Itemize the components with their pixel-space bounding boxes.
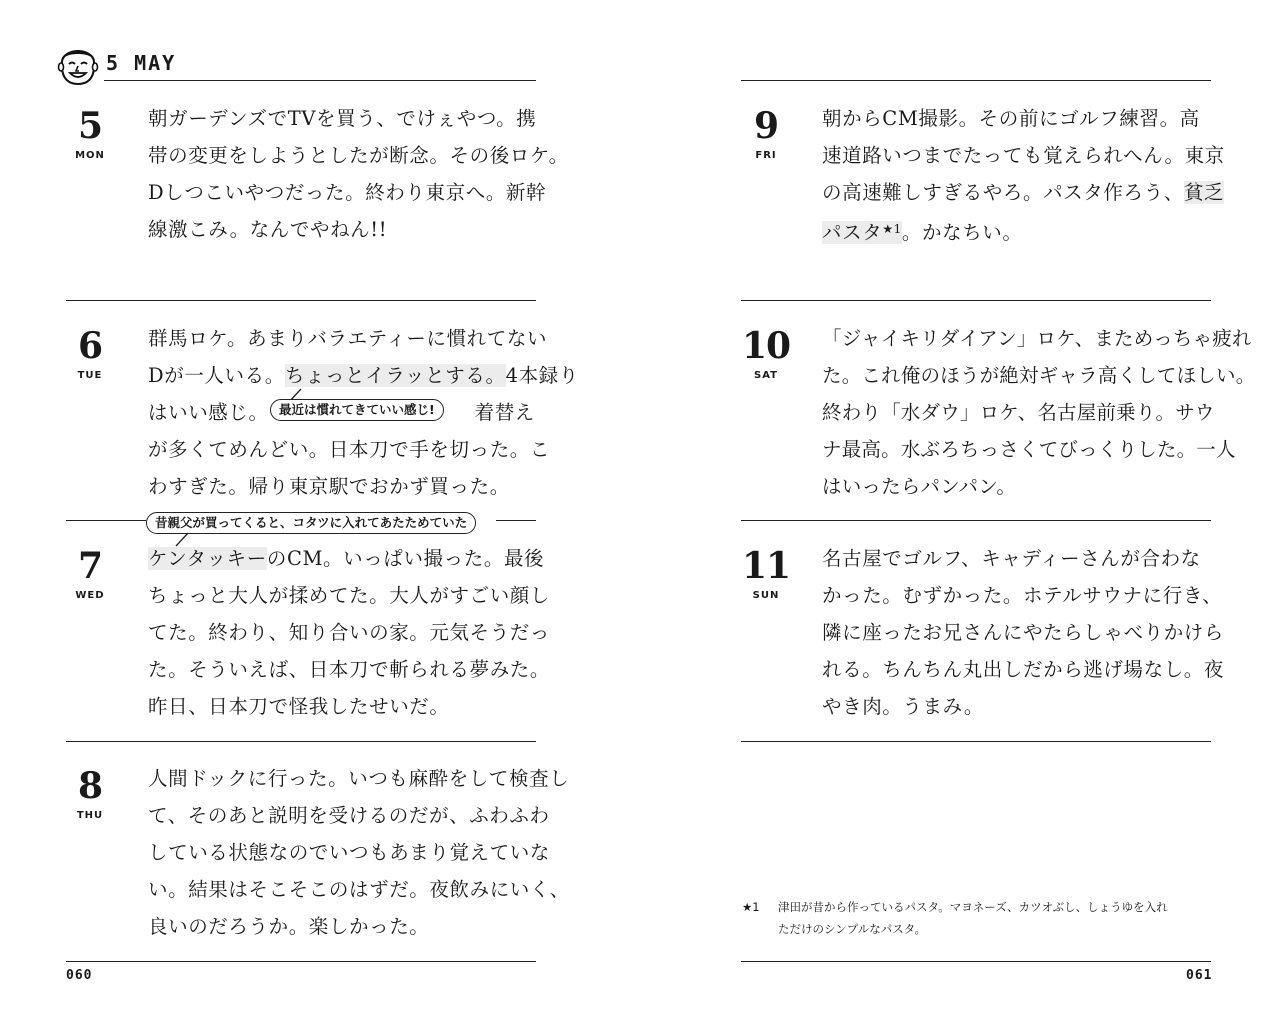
entry-line: ちょっと大人が揉めてた。大人がすごい顔し [148,584,551,607]
footnote-line: 津田が昔から作っているパスタ。マヨネーズ、カツオぶし、しょうゆを入れ [778,900,1168,914]
diary-entry-9 [822,100,1225,248]
day-number: 7 [77,545,103,587]
footnote-reference: ★1 [882,222,902,236]
divider [741,300,1211,301]
entry-line: の高速難しすぎるやろ。パスタ作ろう、貧乏 [822,181,1225,204]
divider [741,80,1211,81]
entry-line: 人間ドックに行った。いつも麻酔をして検査し [148,767,570,790]
entry-line: 「ジャイキリダイアン」ロケ、まためっちゃ疲れ [822,327,1252,350]
weekday-label: FRI [755,150,777,161]
day-number: 11 [741,545,791,587]
highlighted-text: ちょっとイラッとする。 [284,364,506,387]
footnote-line: ただけのシンプルなパスタ。 [778,922,927,936]
highlighted-text: パスタ$^{★1}$ [822,221,902,244]
weekday-label: MON [75,150,105,161]
entry-line: 朝ガーデンズでTVを買う、でけぇやつ。携 [148,107,537,130]
highlighted-text: 貧乏 [1183,181,1225,204]
entry-line: ナ最高。水ぶろちっさくてびっくりした。一人 [822,438,1236,461]
weekday-label: THU [76,810,104,821]
diary-entry-10 [822,320,1255,505]
entry-line: 名古屋でゴルフ、キャディーさんが合わな [822,547,1201,570]
entry-line: ケンタッキーのCM。いっぱい撮った。最後 [148,547,545,570]
entry-line: て、そのあと説明を受けるのだが、ふわふわ [148,804,550,827]
entry-line: が多くてめんどい。日本刀で手を切った。こ [148,438,551,461]
page-number-right: 061 [1186,968,1213,983]
comment-balloon: 昔親父が買ってくると、コタツに入れてあたためていた [146,512,476,534]
footnote [742,896,1168,940]
entry-line: い。結果はそこそこのはずだ。夜飲みにいく、 [148,878,570,901]
highlighted-text: ケンタッキー [148,547,267,570]
entry-line: 隣に座ったお兄さんにやたらしゃべりかけら [822,621,1225,644]
entry-line: 線激こみ。なんでやねん!! [148,218,388,241]
entry-line: わすぎた。帰り東京駅でおかず買った。 [148,475,510,498]
weekday-label: SUN [752,590,780,601]
divider [741,961,1211,962]
entry-line: はいい感じ。 着替え [148,401,535,424]
entry-line: はいったらパンパン。 [822,475,1017,498]
entry-line: た。そういえば、日本刀で斬られる夢みた。 [148,658,551,681]
entry-line: 朝からCM撮影。その前にゴルフ練習。高 [822,107,1200,130]
comment-balloon: 最近は慣れてきていい感じ! [270,399,444,421]
entry-line: 速道路いつまでたっても覚えられへん。東京 [822,144,1225,167]
diary-entry-8 [148,760,570,945]
diary-entry-11 [822,540,1224,725]
divider [66,300,536,301]
entry-line: 群馬ロケ。あまりバラエティーに慣れてない [148,327,548,350]
entry-line: 終わり「水ダウ」ロケ、名古屋前乗り。サウ [822,401,1215,424]
footnote-mark: ★1 [742,900,760,914]
divider [741,741,1211,742]
entry-line: Dしつこいやつだった。終わり東京へ。新幹 [148,181,547,204]
page-number-left: 060 [66,968,93,983]
day-number: 10 [741,325,791,367]
divider [104,80,536,81]
divider [496,520,536,521]
weekday-label: WED [75,590,105,601]
weekday-label: TUE [77,370,103,381]
entry-line: やき肉。うまみ。 [822,695,984,718]
entry-line: している状態なのでいつもあまり覚えていな [148,841,551,864]
smiling-face-icon [56,42,100,86]
day-number: 5 [77,105,103,147]
diary-entry-5 [148,100,569,248]
entry-line: Dが一人いる。ちょっとイラッとする。4本録り [148,364,579,387]
day-number: 6 [77,325,103,367]
weekday-label: SAT [754,370,778,381]
day-number: 8 [77,765,103,807]
author-avatar [56,42,100,86]
entry-line: れる。ちんちん丸出しだから逃げ場なし。夜 [822,658,1225,681]
entry-line: 良いのだろうか。楽しかった。 [148,915,430,938]
entry-line: 昨日、日本刀で怪我したせいだ。 [148,695,450,718]
divider [66,741,536,742]
entry-line: 帯の変更をしようとしたが断念。その後ロケ。 [148,144,569,167]
entry-line: た。これ俺のほうが絶対ギャラ高くしてほしい。 [822,364,1256,387]
month-label: 5 MAY [106,51,177,75]
divider [66,961,536,962]
entry-line: パスタ$^{★1}$。かなちい。 [822,221,1023,244]
entry-line: かった。むずかった。ホテルサウナに行き、 [822,584,1223,607]
divider [66,520,146,521]
diary-entry-7 [148,540,550,725]
day-number: 9 [753,105,779,147]
divider [741,520,1211,521]
entry-line: てた。終わり、知り合いの家。元気そうだっ [148,621,551,644]
